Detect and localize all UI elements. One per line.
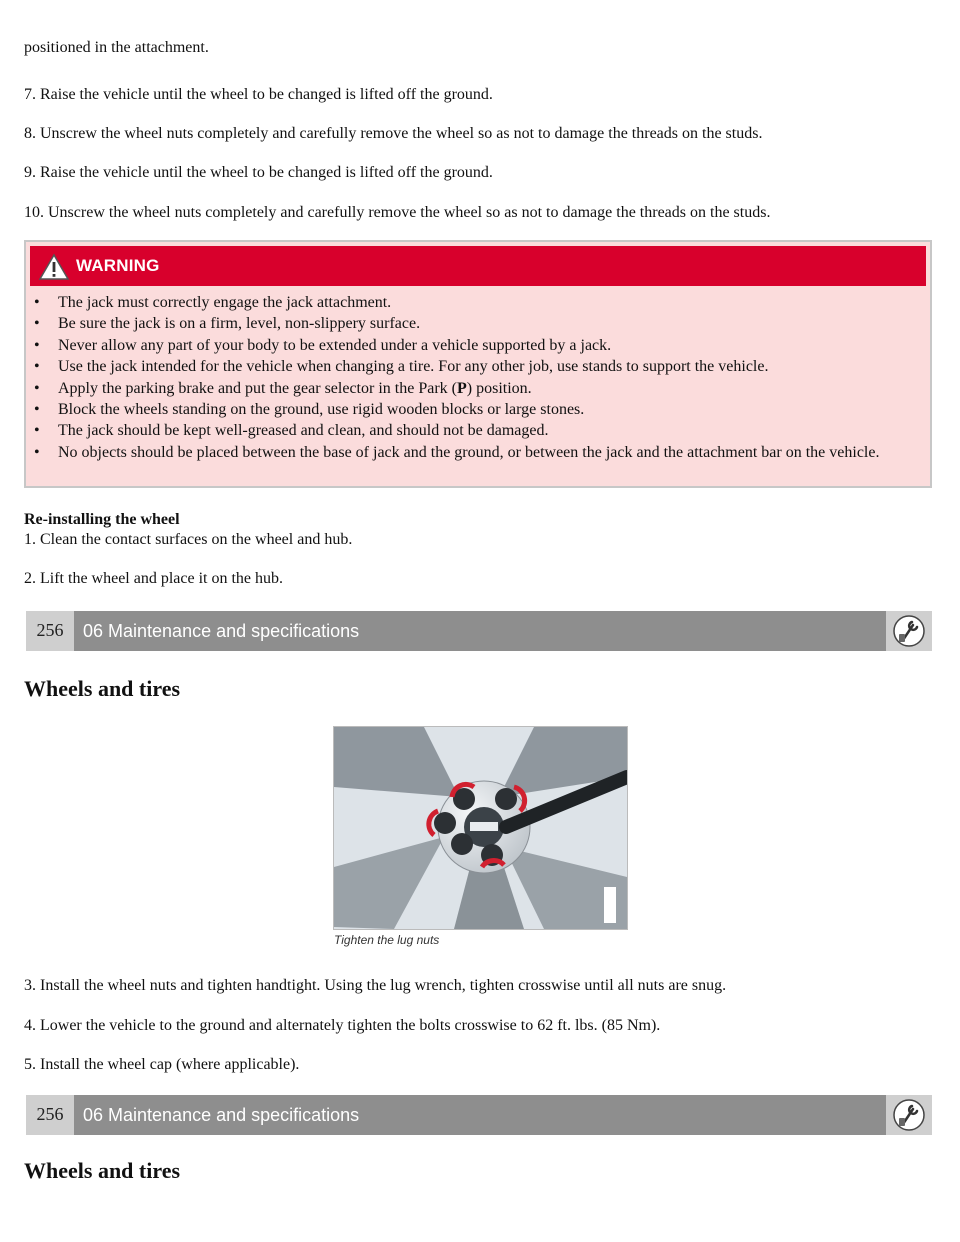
reinstall-step-4: 4. Lower the vehicle to the ground and alternately tighten the bolts crosswise to 62 ft. lbs. (85 Nm). [24, 1017, 661, 1034]
warning-box [24, 240, 932, 488]
step-10: 10. Unscrew the wheel nuts completely and carefully remove the wheel so as not to damage the threads on the studs. [24, 204, 771, 221]
warning-item [26, 378, 926, 399]
wrench-person-icon [886, 1095, 932, 1135]
reinstall-step-1: 1. Clean the contact surfaces on the wheel and hub. [24, 531, 353, 548]
warning-title: WARNING [76, 256, 160, 275]
section-header [26, 611, 932, 651]
warning-list [26, 292, 926, 463]
wheel-illustration [334, 727, 627, 929]
warning-triangle-icon [38, 253, 70, 281]
step-8: 8. Unscrew the wheel nuts completely and carefully remove the wheel so as not to damage the threads on the studs. [24, 125, 763, 142]
step-7: 7. Raise the vehicle until the wheel to be changed is lifted off the ground. [24, 86, 493, 103]
section-heading: Wheels and tires [24, 1158, 181, 1183]
section-title: 06 Maintenance and specifications [83, 1105, 360, 1125]
section-heading: Wheels and tires [24, 676, 181, 701]
warning-item: • The jack should be kept well-greased and clean, and should not be damaged. [26, 420, 926, 441]
step-9: 9. Raise the vehicle until the wheel to be changed is lifted off the ground. [24, 164, 493, 181]
section-icon-box [886, 1095, 932, 1135]
warning-item-text: ) position. [466, 379, 532, 397]
warning-item-text: Apply the parking brake and put the gear selector in the Park ( [58, 379, 457, 397]
section-title: 06 Maintenance and specifications [83, 621, 360, 641]
reinstall-step-2: 2. Lift the wheel and place it on the hub. [24, 570, 284, 587]
page-number: 256 [26, 611, 74, 651]
warning-item: • Use the jack intended for the vehicle when changing a tire. For any other job, use stands to support the vehicle. [26, 356, 926, 377]
figure-caption: Tighten the lug nuts [334, 933, 440, 947]
warning-item: • Block the wheels standing on the ground, use rigid wooden blocks or large stones. [26, 399, 926, 420]
section-icon-box [886, 611, 932, 651]
lug-nut-figure [333, 726, 628, 930]
warning-item: • No objects should be placed between the base of jack and the ground, or between the jack and the attachment bar on the vehicle. [26, 442, 906, 463]
section-header [26, 1095, 932, 1135]
warning-item: • Never allow any part of your body to be extended under a vehicle supported by a jack. [26, 335, 926, 356]
warning-item: • Be sure the jack is on a firm, level, non-slippery surface. [26, 313, 926, 334]
reinstall-step-5: 5. Install the wheel cap (where applicable). [24, 1056, 300, 1073]
paragraph-continuation: positioned in the attachment. [24, 39, 209, 56]
reinstall-step-3: 3. Install the wheel nuts and tighten handtight. Using the lug wrench, tighten crosswise until all nuts are snug. [24, 977, 727, 994]
wrench-person-icon [886, 611, 932, 651]
park-symbol: P [456, 379, 467, 397]
warning-header [30, 246, 926, 286]
page-number: 256 [26, 1095, 74, 1135]
reinstall-heading: Re-installing the wheel [24, 511, 180, 528]
warning-item: • The jack must correctly engage the jack attachment. [26, 292, 926, 313]
